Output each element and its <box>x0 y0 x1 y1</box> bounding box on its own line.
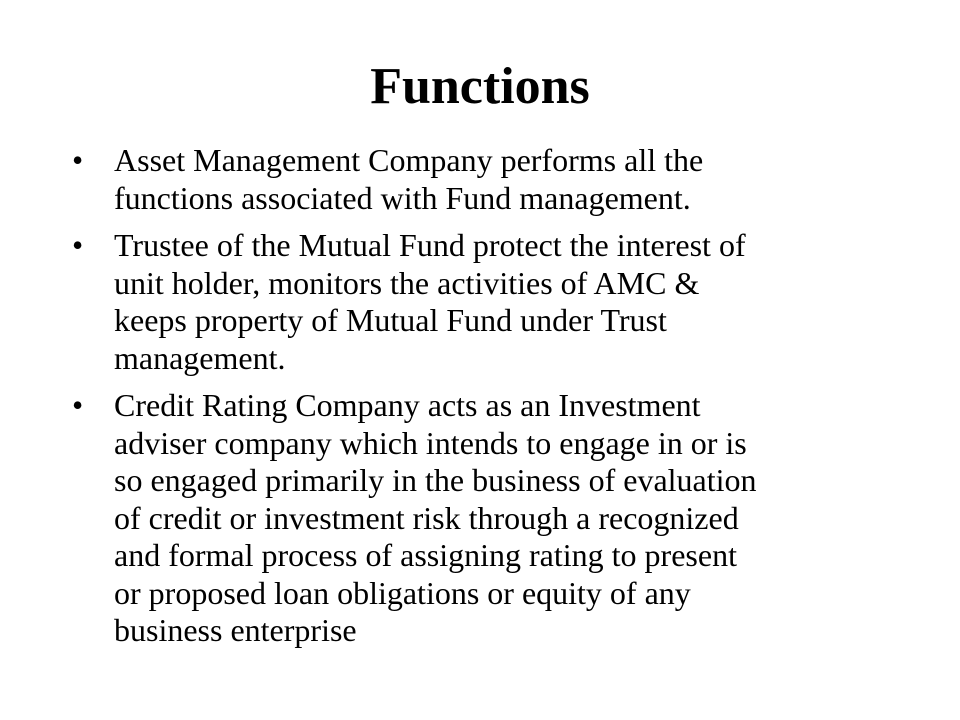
bullet-text-line: Trustee of the Mutual Fund protect the interest of <box>114 227 746 263</box>
bullet-icon: • <box>72 142 84 178</box>
slide-title: Functions <box>370 58 590 115</box>
bullet-text-line: unit holder, monitors the activities of AMC & <box>114 264 700 301</box>
bullet-item-credit-rating <box>72 387 892 650</box>
bullet-text-line: so engaged primarily in the business of evaluation <box>114 462 757 498</box>
bullet-item-asset-management <box>72 142 892 217</box>
bullet-icon: • <box>72 227 84 263</box>
bullet-text-line: adviser company which intends to engage in or is <box>114 424 747 461</box>
bullet-item-trustee <box>72 227 892 377</box>
bullet-text-line: of credit or investment risk through a recognized <box>114 499 739 536</box>
bullet-text-line: keeps property of Mutual Fund under Trust <box>114 302 667 338</box>
bullet-text-line: business enterprise <box>114 612 357 648</box>
bullet-list <box>72 142 892 660</box>
bullet-text-line: management. <box>114 339 286 376</box>
bullet-text-line: Asset Management Company performs all the <box>114 142 704 178</box>
bullet-text-line: or proposed loan obligations or equity of any <box>114 574 691 611</box>
bullet-text-line: functions associated with Fund management. <box>114 179 691 216</box>
bullet-text-line: and formal process of assigning rating to present <box>114 537 737 573</box>
bullet-icon: • <box>72 387 84 423</box>
bullet-text-line: Credit Rating Company acts as an Investment <box>114 387 701 423</box>
